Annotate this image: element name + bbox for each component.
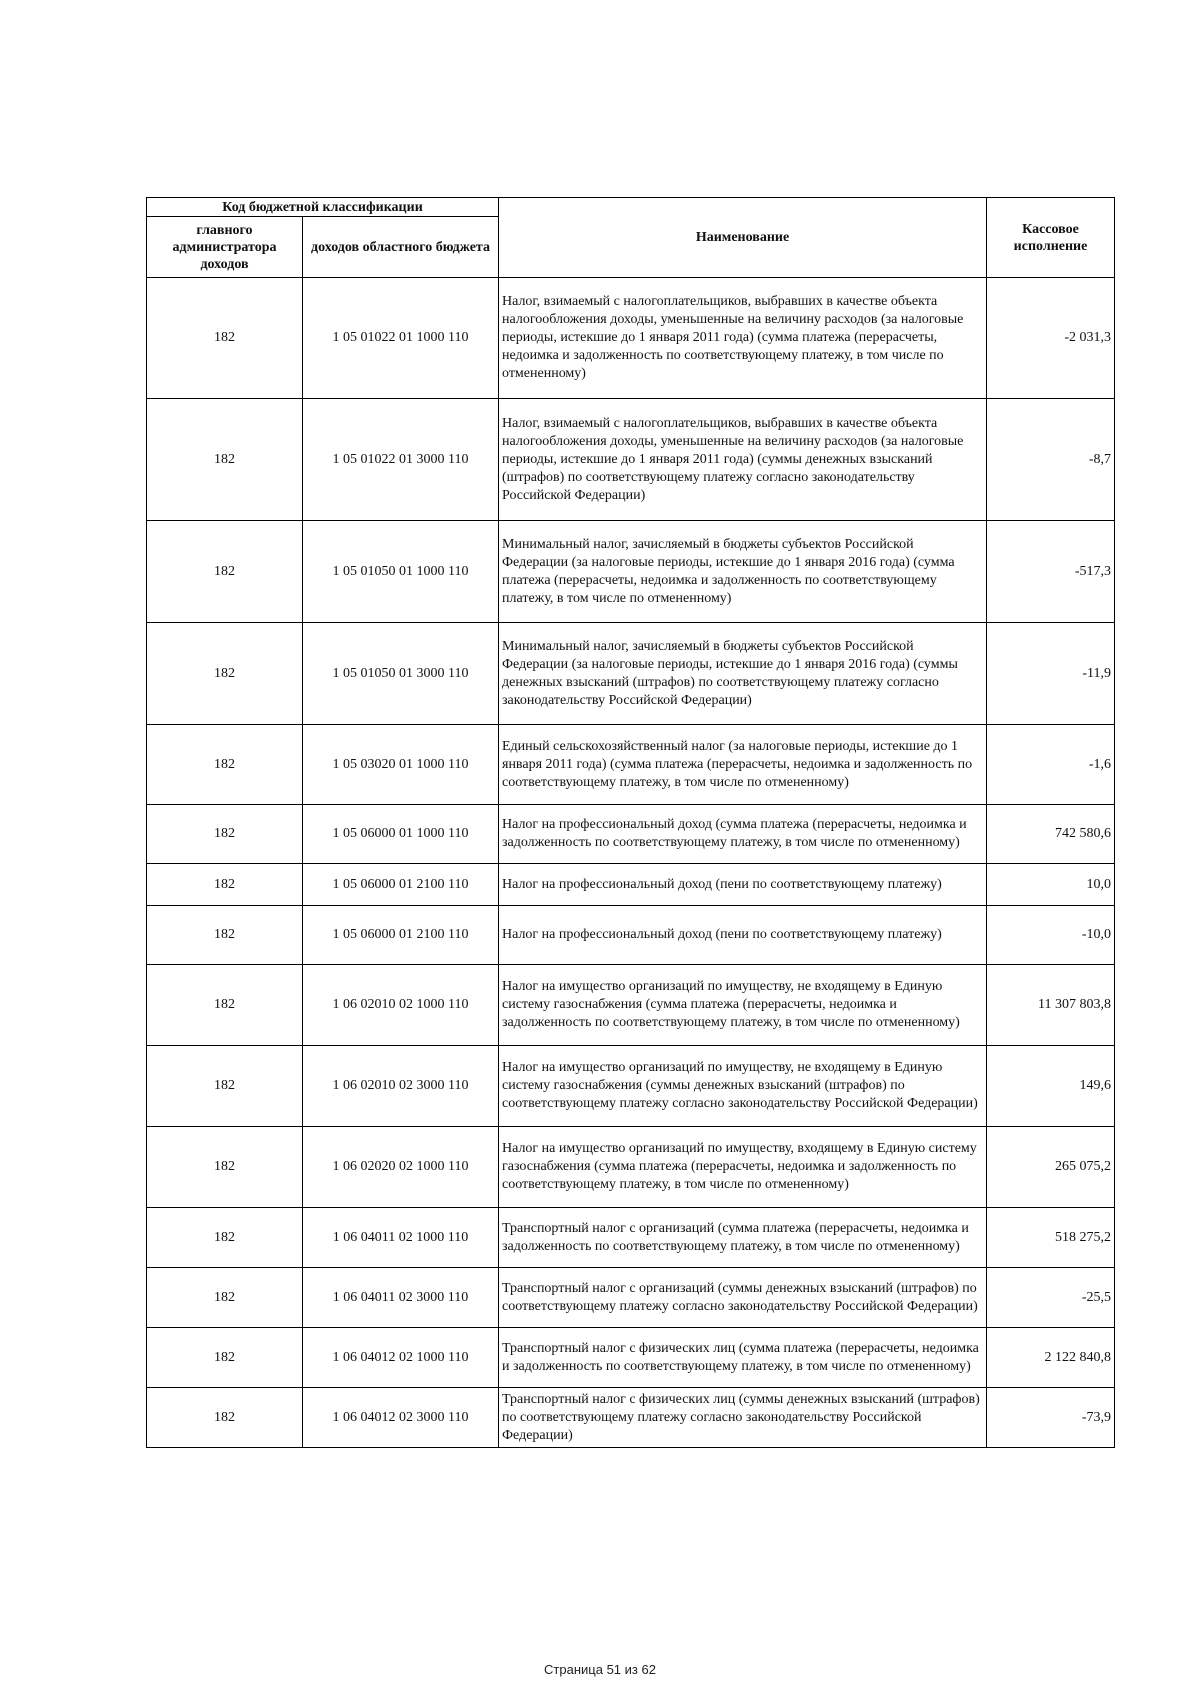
revenue-name-cell: Минимальный налог, зачисляемый в бюджеты субъектов Российской Федерации (за налоговые периоды, истекшие до 1 января 2016 года) (суммы денежных взысканий (штрафов) по соответствующему платежу согласно законодательству Российской Федерации) bbox=[499, 623, 987, 725]
revenue-name-cell: Транспортный налог с физических лиц (суммы денежных взысканий (штрафов) по соответствующему платежу согласно законодательству Российской Федерации) bbox=[499, 1388, 987, 1448]
revenue-name-cell: Налог на профессиональный доход (пени по соответствующему платежу) bbox=[499, 864, 987, 906]
cash-execution-cell: 518 275,2 bbox=[987, 1208, 1115, 1268]
cash-execution-cell: -73,9 bbox=[987, 1388, 1115, 1448]
administrator-code-cell: 182 bbox=[147, 1268, 303, 1328]
revenue-name-cell: Единый сельскохозяйственный налог (за налоговые периоды, истекшие до 1 января 2011 года) (сумма платежа (перерасчеты, недоимка и задолженность по соответствующему платежу, в том числе по отмененному) bbox=[499, 725, 987, 805]
administrator-code-cell: 182 bbox=[147, 1388, 303, 1448]
table-row bbox=[147, 399, 1115, 521]
cash-execution-cell: 265 075,2 bbox=[987, 1127, 1115, 1208]
budget-code-cell: 1 06 02020 02 1000 110 bbox=[303, 1127, 499, 1208]
revenue-name-cell: Налог, взимаемый с налогоплательщиков, выбравших в качестве объекта налогообложения доходы, уменьшенные на величину расходов (за налоговые периоды, истекшие до 1 января 2011 года) (сумма платежа (перерасчеты, недоимка и задолженность по соответствующему платежу, в том числе по отмененному) bbox=[499, 278, 987, 399]
administrator-code-cell: 182 bbox=[147, 623, 303, 725]
table-row bbox=[147, 1046, 1115, 1127]
revenue-name-cell: Налог на профессиональный доход (пени по соответствующему платежу) bbox=[499, 906, 987, 965]
administrator-code-cell: 182 bbox=[147, 278, 303, 399]
header-row-group bbox=[147, 198, 1115, 217]
budget-code-cell: 1 05 01050 01 3000 110 bbox=[303, 623, 499, 725]
revenue-name-cell: Налог на профессиональный доход (сумма платежа (перерасчеты, недоимка и задолженность по соответствующему платежу, в том числе по отмененному) bbox=[499, 805, 987, 864]
table-row bbox=[147, 521, 1115, 623]
budget-code-cell: 1 05 01022 01 3000 110 bbox=[303, 399, 499, 521]
administrator-code-cell: 182 bbox=[147, 521, 303, 623]
administrator-code-cell: 182 bbox=[147, 805, 303, 864]
cash-execution-cell: 11 307 803,8 bbox=[987, 965, 1115, 1046]
revenue-name-cell: Транспортный налог с организаций (сумма платежа (перерасчеты, недоимка и задолженность по соответствующему платежу, в том числе по отмененному) bbox=[499, 1208, 987, 1268]
administrator-code-cell: 182 bbox=[147, 1127, 303, 1208]
revenue-name-cell: Налог на имущество организаций по имуществу, не входящему в Единую систему газоснабжения (суммы денежных взысканий (штрафов) по соответствующему платежу согласно законодательству Российской Федерации) bbox=[499, 1046, 987, 1127]
administrator-code-cell: 182 bbox=[147, 1208, 303, 1268]
budget-code-cell: 1 05 06000 01 2100 110 bbox=[303, 864, 499, 906]
administrator-code-cell: 182 bbox=[147, 725, 303, 805]
revenue-name-cell: Минимальный налог, зачисляемый в бюджеты субъектов Российской Федерации (за налоговые периоды, истекшие до 1 января 2016 года) (сумма платежа (перерасчеты, недоимка и задолженность по соответствующему платежу, в том числе по отмененному) bbox=[499, 521, 987, 623]
budget-code-cell: 1 06 02010 02 3000 110 bbox=[303, 1046, 499, 1127]
header-classification-code: Код бюджетной классификации bbox=[147, 198, 499, 217]
administrator-code-cell: 182 bbox=[147, 965, 303, 1046]
budget-code-cell: 1 05 03020 01 1000 110 bbox=[303, 725, 499, 805]
header-regional-budget-revenue: доходов областного бюджета bbox=[303, 217, 499, 278]
cash-execution-cell: -10,0 bbox=[987, 906, 1115, 965]
cash-execution-cell: 2 122 840,8 bbox=[987, 1328, 1115, 1388]
budget-code-cell: 1 05 01050 01 1000 110 bbox=[303, 521, 499, 623]
administrator-code-cell: 182 bbox=[147, 864, 303, 906]
cash-execution-cell: 149,6 bbox=[987, 1046, 1115, 1127]
table-row bbox=[147, 906, 1115, 965]
budget-code-cell: 1 06 04011 02 3000 110 bbox=[303, 1268, 499, 1328]
administrator-code-cell: 182 bbox=[147, 906, 303, 965]
header-cash-execution: Кассовое исполнение bbox=[987, 198, 1115, 278]
budget-code-cell: 1 06 04012 02 1000 110 bbox=[303, 1328, 499, 1388]
cash-execution-cell: -1,6 bbox=[987, 725, 1115, 805]
cash-execution-cell: -8,7 bbox=[987, 399, 1115, 521]
page-number: Страница 51 из 62 bbox=[544, 1662, 656, 1677]
budget-code-cell: 1 05 01022 01 1000 110 bbox=[303, 278, 499, 399]
table-body bbox=[147, 278, 1115, 1448]
budget-code-cell: 1 06 04011 02 1000 110 bbox=[303, 1208, 499, 1268]
table-row bbox=[147, 278, 1115, 399]
table-row bbox=[147, 805, 1115, 864]
budget-code-cell: 1 05 06000 01 2100 110 bbox=[303, 906, 499, 965]
budget-table-container bbox=[146, 197, 1114, 1448]
table-row bbox=[147, 1268, 1115, 1328]
table-row bbox=[147, 1127, 1115, 1208]
cash-execution-cell: -25,5 bbox=[987, 1268, 1115, 1328]
administrator-code-cell: 182 bbox=[147, 1046, 303, 1127]
administrator-code-cell: 182 bbox=[147, 399, 303, 521]
cash-execution-cell: -2 031,3 bbox=[987, 278, 1115, 399]
table-row bbox=[147, 965, 1115, 1046]
table-row bbox=[147, 725, 1115, 805]
revenue-name-cell: Транспортный налог с физических лиц (сумма платежа (перерасчеты, недоимка и задолженность по соответствующему платежу, в том числе по отмененному) bbox=[499, 1328, 987, 1388]
budget-revenue-table bbox=[146, 197, 1115, 1448]
cash-execution-cell: 10,0 bbox=[987, 864, 1115, 906]
budget-code-cell: 1 06 04012 02 3000 110 bbox=[303, 1388, 499, 1448]
cash-execution-cell: -517,3 bbox=[987, 521, 1115, 623]
table-row bbox=[147, 1388, 1115, 1448]
revenue-name-cell: Налог на имущество организаций по имуществу, не входящему в Единую систему газоснабжения (сумма платежа (перерасчеты, недоимка и задолженность по соответствующему платежу, в том числе по отмененному) bbox=[499, 965, 987, 1046]
table-row bbox=[147, 1328, 1115, 1388]
revenue-name-cell: Налог, взимаемый с налогоплательщиков, выбравших в качестве объекта налогообложения доходы, уменьшенные на величину расходов (за налоговые периоды, истекшие до 1 января 2011 года) (суммы денежных взысканий (штрафов) по соответствующему платежу согласно законодательству Российской Федерации) bbox=[499, 399, 987, 521]
table-row bbox=[147, 864, 1115, 906]
cash-execution-cell: 742 580,6 bbox=[987, 805, 1115, 864]
table-row bbox=[147, 1208, 1115, 1268]
header-name: Наименование bbox=[499, 198, 987, 278]
budget-code-cell: 1 06 02010 02 1000 110 bbox=[303, 965, 499, 1046]
header-main-administrator: главного администратора доходов bbox=[147, 217, 303, 278]
budget-code-cell: 1 05 06000 01 1000 110 bbox=[303, 805, 499, 864]
table-row bbox=[147, 623, 1115, 725]
cash-execution-cell: -11,9 bbox=[987, 623, 1115, 725]
administrator-code-cell: 182 bbox=[147, 1328, 303, 1388]
revenue-name-cell: Налог на имущество организаций по имуществу, входящему в Единую систему газоснабжения (сумма платежа (перерасчеты, недоимка и задолженность по соответствующему платежу, в том числе по отмененному) bbox=[499, 1127, 987, 1208]
revenue-name-cell: Транспортный налог с организаций (суммы денежных взысканий (штрафов) по соответствующему платежу согласно законодательству Российской Федерации) bbox=[499, 1268, 987, 1328]
